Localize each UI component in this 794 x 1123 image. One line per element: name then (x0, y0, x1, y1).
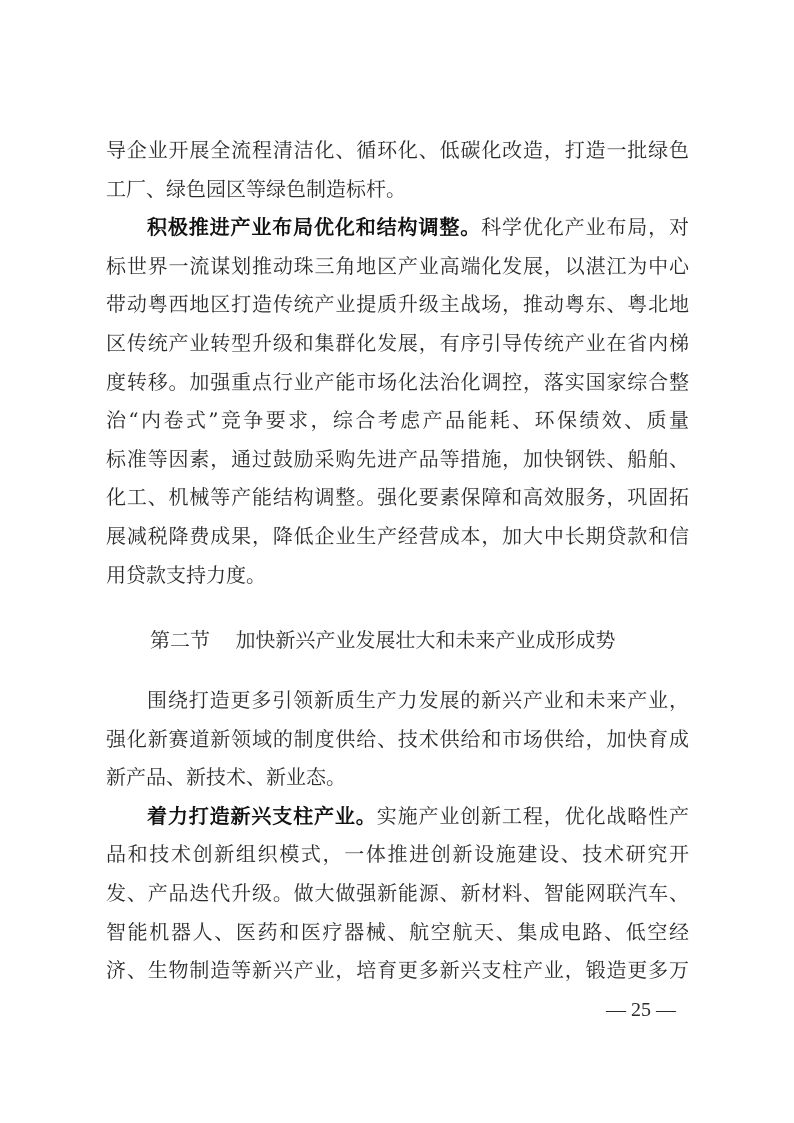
page-number: — 25 — (606, 999, 676, 1021)
text-line: 工厂、绿色园区等绿色制造标杆。 (106, 176, 406, 201)
text-run: 科学优化产业布局，对 (481, 215, 690, 240)
text-line: 带动粤西地区打造传统产业提质升级主战场，推动粤东、粤北地 (106, 292, 689, 317)
text-line: 智能机器人、医药和医疗器械、航空航天、集成电路、低空经 (106, 919, 689, 944)
text-line: 化工、机械等产能结构调整。强化要素保障和高效服务，巩固拓 (106, 485, 689, 510)
text-run: 实施产业创新工程，优化战略性产 (376, 803, 690, 828)
text-line: 展减税降费成果，降低企业生产经营成本，加大中长期贷款和信 (106, 523, 689, 548)
section-title: 加快新兴产业发展壮大和未来产业成形成势 (235, 628, 616, 652)
section-heading (150, 622, 615, 658)
text-line: 用贷款支持力度。 (106, 562, 266, 587)
text-line: 围绕打造更多引领新质生产力发展的新兴产业和未来产业， (147, 688, 689, 712)
text-line: 新产品、新技术、新业态。 (106, 765, 346, 790)
text-line: 发、产品迭代升级。做大做强新能源、新材料、智能网联汽车、 (106, 880, 689, 905)
text-line: 区传统产业转型升级和集群化发展，有序引导传统产业在省内梯 (106, 330, 689, 355)
bold-lead: 着力打造新兴支柱产业。 (147, 803, 377, 828)
section2-body (106, 681, 689, 990)
bold-lead: 积极推进产业布局优化和结构调整。 (147, 215, 482, 240)
text-line: 标世界一流谋划推动珠三角地区产业高端化发展，以湛江为中心 (106, 253, 689, 278)
text-line: 品和技术创新组织模式，一体推进创新设施建设、技术研究开 (106, 842, 689, 867)
text-line: 济、生物制造等新兴产业，培育更多新兴支柱产业，锻造更多万 (106, 958, 689, 983)
paragraph-lead-line (106, 208, 689, 247)
paragraph-lead-line (106, 797, 689, 836)
text-line: 导企业开展全流程清洁化、循环化、低碳化改造，打造一批绿色 (106, 138, 689, 162)
text-line: 治“内卷式”竞争要求，综合考虑产品能耗、环保绩效、质量 (106, 408, 689, 433)
text-line: 标准等因素，通过鼓励采购先进产品等措施，加快钢铁、船舶、 (106, 446, 689, 471)
text-line: 度转移。加强重点行业产能市场化法治化调控，落实国家综合整 (106, 369, 689, 394)
section-number: 第二节 (150, 628, 210, 652)
paragraph-continuation (106, 131, 689, 594)
text-line: 强化新赛道新领域的制度供给、技术供给和市场供给，加快育成 (106, 726, 689, 751)
